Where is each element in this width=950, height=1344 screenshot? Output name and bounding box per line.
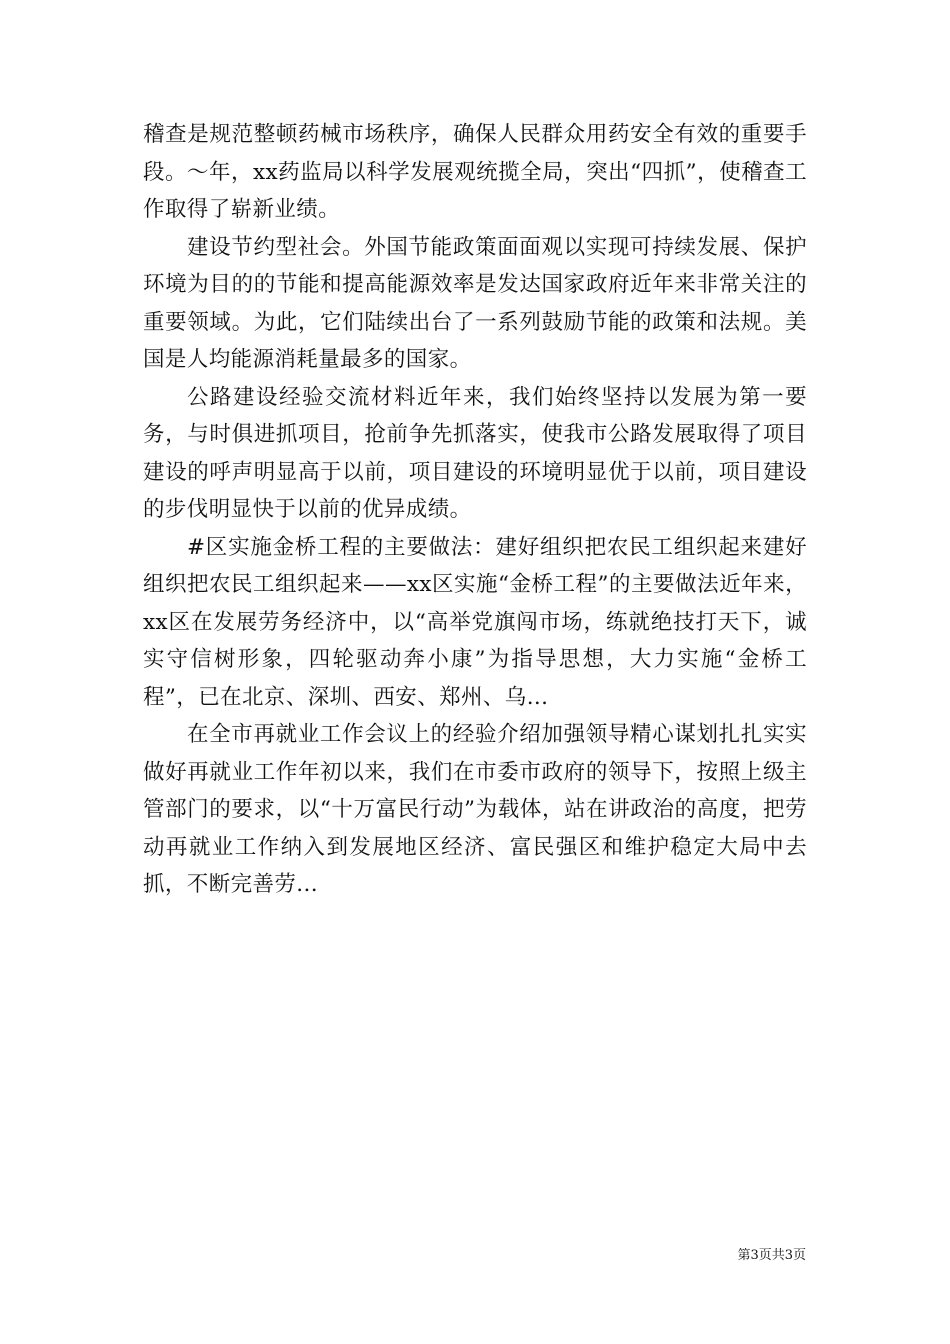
- paragraph-energy-saving: 建设节约型社会。外国节能政策面面观以实现可持续发展、保护环境为目的的节能和提高能源效率是发达国家政府近年来非常关注的重要领域。为此，它们陆续出台了一系列鼓励节能的政策和法规。美国是人均能源消耗量最多的国家。: [143, 234, 807, 372]
- paragraph-reemployment: 在全市再就业工作会议上的经验介绍加强领导精心谋划扎扎实实做好再就业工作年初以来，我们在市委市政府的领导下，按照上级主管部门的要求，以“十万富民行动”为载体，站在讲政治的高度，把劳动再就业工作纳入到发展地区经济、富民强区和维护稳定大局中去抓，不断完善劳...: [143, 722, 807, 897]
- document-body: [143, 116, 807, 904]
- paragraph-inspection: 稽查是规范整顿药械市场秩序，确保人民群众用药安全有效的重要手段。～年，xx药监局以科学发展观统揽全局，突出“四抓”，使稽查工作取得了崭新业绩。: [143, 122, 807, 222]
- page-number-footer: 第3页共3页: [737, 1248, 806, 1263]
- paragraph-golden-bridge-project: #区实施金桥工程的主要做法：建好组织把农民工组织起来建好组织把农民工组织起来——xx区实施“金桥工程”的主要做法近年来，xx区在发展劳务经济中，以“高举党旗闯市场，练就绝技打天下，诚实守信树形象，四轮驱动奔小康”为指导思想，大力实施“金桥工程”，已在北京、深圳、西安、郑州、乌...: [143, 534, 807, 710]
- paragraph-highway-construction: 公路建设经验交流材料近年来，我们始终坚持以发展为第一要务，与时俱进抓项目，抢前争先抓落实，使我市公路发展取得了项目建设的呼声明显高于以前，项目建设的环境明显优于以前，项目建设的步伐明显快于以前的优异成绩。: [143, 384, 807, 522]
